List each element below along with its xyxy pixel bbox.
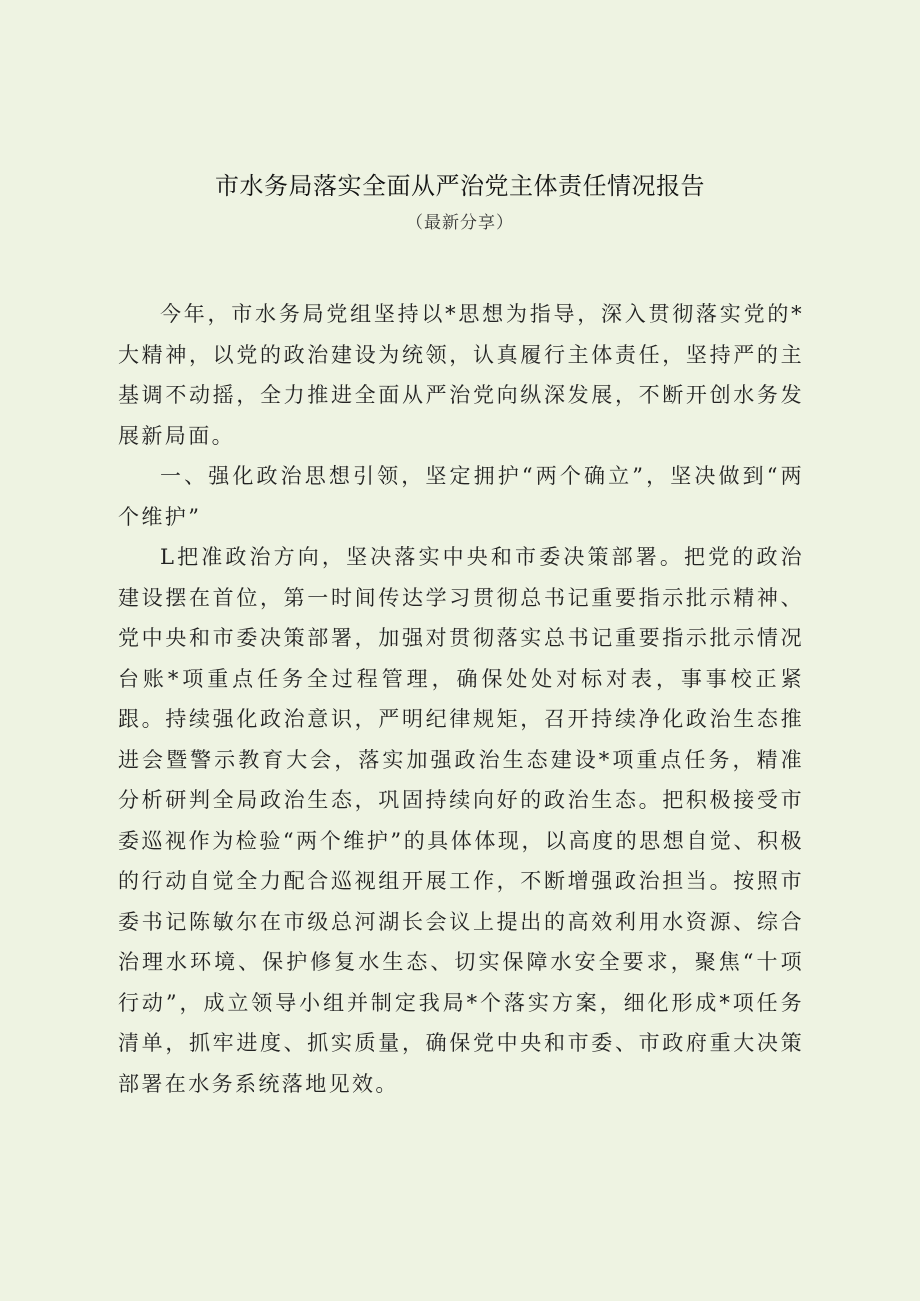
document-title: 市水务局落实全面从严治党主体责任情况报告 [215,172,705,200]
document-subtitle: （最新分享） [406,213,514,233]
paragraph-intro: 今年，市水务局党组坚持以*思想为指导，深入贯彻落实党的*大精神，以党的政治建设为统领，认真履行主体责任，坚持严的主基调不动摇，全力推进全面从严治党向纵深发展，不断开创水务发展新局面。 [118,302,804,448]
paragraph-section-1-item-1: L把准政治方向，坚决落实中央和市委决策部署。把党的政治建设摆在首位，第一时间传达学习贯彻总书记重要指示批示精神、党中央和市委决策部署，加强对贯彻落实总书记重要指示批示情况台账*项重点任务全过程管理，确保处处对标对表，事事校正紧跟。持续强化政治意识，严明纪律规矩，召开持续净化政治生态推进会暨警示教育大会，落实加强政治生态建设*项重点任务，精准分析研判全局政治生态，巩固持续向好的政治生态。把积极接受市委巡视作为检验“两个维护”的具体体现，以高度的思想自觉、积极的行动自觉全力配合巡视组开展工作，不断增强政治担当。按照市委书记陈敏尔在市级总河湖长会议上提出的高效利用水资源、综合治理水环境、保护修复水生态、切实保障水安全要求，聚焦“十项行动”，成立领导小组并制定我局*个落实方案，细化形成*项任务清单，抓牢进度、抓实质量，确保党中央和市委、市政府重大决策部署在水务系统落地见效。 [118,545,804,1096]
section-heading-1: 一、强化政治思想引领，坚定拥护“两个确立”，坚决做到“两个维护” [118,464,804,529]
document-body [118,294,804,1104]
